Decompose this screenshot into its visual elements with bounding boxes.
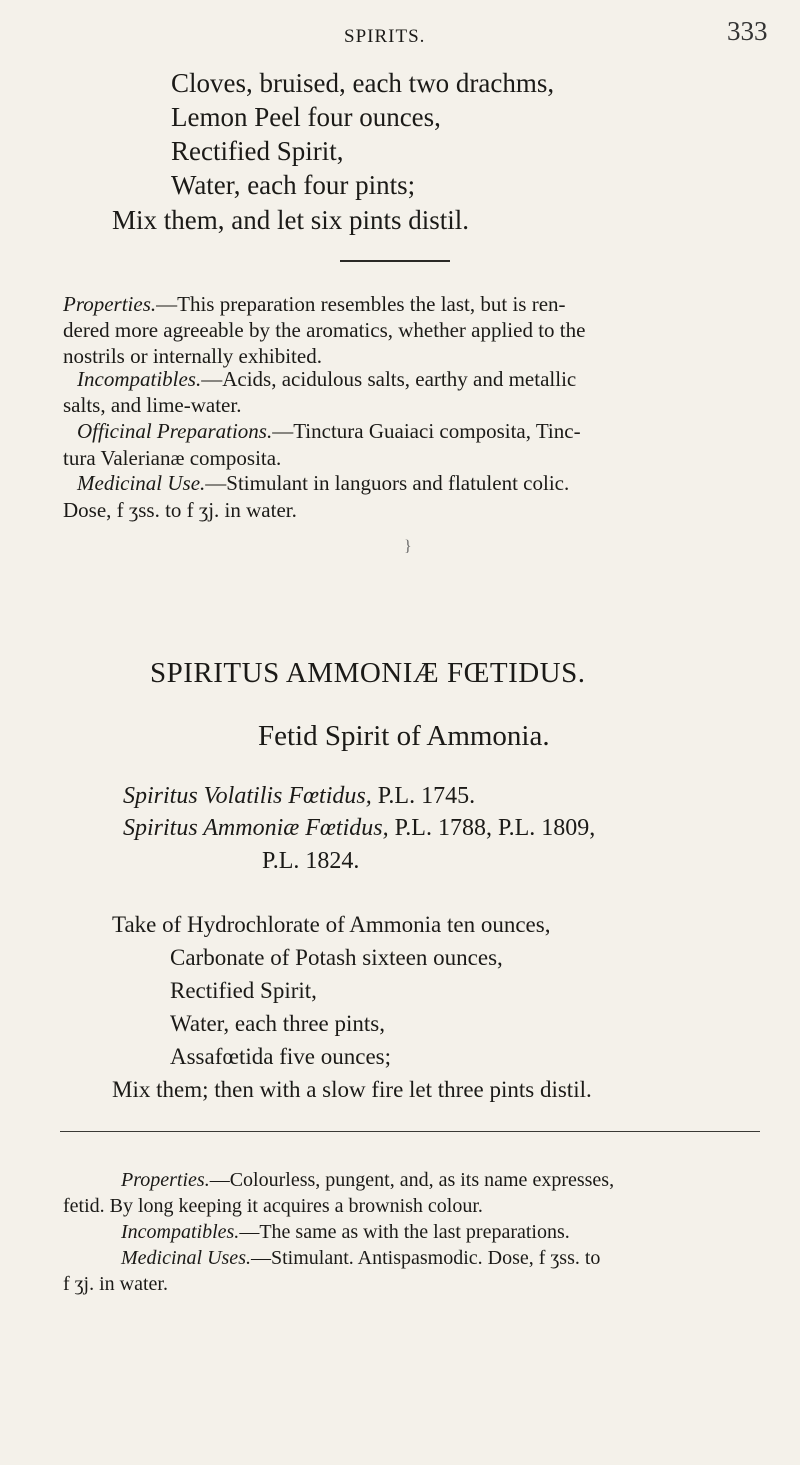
medicinal-text: —Stimulant in languors and flatulent colic. [205, 471, 570, 495]
synonym-line [123, 812, 595, 844]
incompatibles-text: —The same as with the last preparations. [239, 1221, 570, 1243]
recipe-line: Water, each three pints, [170, 1011, 385, 1036]
medicinal-label: Medicinal Use. [77, 471, 206, 495]
section-rule [340, 260, 450, 262]
incompatibles-text: —Acids, acidulous salts, earthy and metallic [201, 367, 577, 391]
synonym-ref: P.L. 1745. [371, 783, 476, 809]
properties-text: —Colourless, pungent, and, as its name expresses, [209, 1169, 615, 1191]
properties-label: Properties. [121, 1169, 210, 1191]
section-rule [60, 1131, 760, 1132]
incompatibles-label: Incompatibles. [77, 367, 202, 391]
synonym-name: Spiritus Volatilis Fœtidus, [123, 783, 372, 809]
recipe-line: Mix them; then with a slow fire let three pints distil. [112, 1077, 592, 1102]
incompatibles-note-line: salts, and lime-water. [63, 393, 242, 417]
recipe-line: Assafœtida five ounces; [170, 1044, 391, 1069]
dose-line: Dose, f ʒss. to f ʒj. in water. [63, 498, 297, 522]
incompatibles-note [121, 1219, 570, 1245]
recipe-line: Rectified Spirit, [170, 978, 317, 1003]
properties-note [63, 291, 566, 317]
incompatibles-label: Incompatibles. [121, 1221, 240, 1243]
medicinal-note [77, 470, 569, 496]
recipe-line: Cloves, bruised, each two drachms, [171, 68, 555, 98]
synonym-line: P.L. 1824. [262, 848, 360, 874]
dose-line: f ʒj. in water. [63, 1273, 168, 1295]
officinal-note [77, 418, 581, 444]
medicinal-label: Medicinal Uses. [121, 1247, 251, 1269]
running-header: SPIRITS. [344, 26, 426, 47]
properties-label: Properties. [63, 292, 157, 316]
officinal-note-line: tura Valerianæ composita. [63, 446, 282, 470]
officinal-text: —Tinctura Guaiaci composita, Tinc- [272, 419, 581, 443]
printer-mark: } [404, 538, 412, 555]
recipe-line: Water, each four pints; [171, 170, 416, 200]
medicinal-note [121, 1245, 600, 1271]
officinal-label: Officinal Preparations. [77, 419, 273, 443]
page-number: 333 [727, 16, 768, 46]
properties-note [121, 1167, 614, 1193]
section-title: SPIRITUS AMMONIÆ FŒTIDUS. [150, 657, 586, 689]
medicinal-text: —Stimulant. Antispasmodic. Dose, f ʒss. to [250, 1247, 601, 1269]
recipe-line: Lemon Peel four ounces, [171, 102, 441, 132]
recipe-line: Take of Hydrochlorate of Ammonia ten ounces, [112, 912, 551, 937]
recipe-line: Carbonate of Potash sixteen ounces, [170, 945, 503, 970]
incompatibles-note [77, 366, 576, 392]
recipe-line: Mix them, and let six pints distil. [112, 205, 469, 235]
synonym-line [123, 780, 475, 812]
properties-text: —This preparation resembles the last, but is ren- [156, 292, 566, 316]
properties-note-line: fetid. By long keeping it acquires a brownish colour. [63, 1195, 483, 1217]
properties-note-line: dered more agreeable by the aromatics, whether applied to the [63, 318, 586, 342]
section-subtitle: Fetid Spirit of Ammonia. [258, 720, 550, 752]
properties-note-line: nostrils or internally exhibited. [63, 344, 322, 368]
synonym-name: Spiritus Ammoniæ Fœtidus, [123, 815, 389, 841]
recipe-line: Rectified Spirit, [171, 136, 344, 166]
synonym-ref: P.L. 1788, P.L. 1809, [388, 815, 596, 841]
